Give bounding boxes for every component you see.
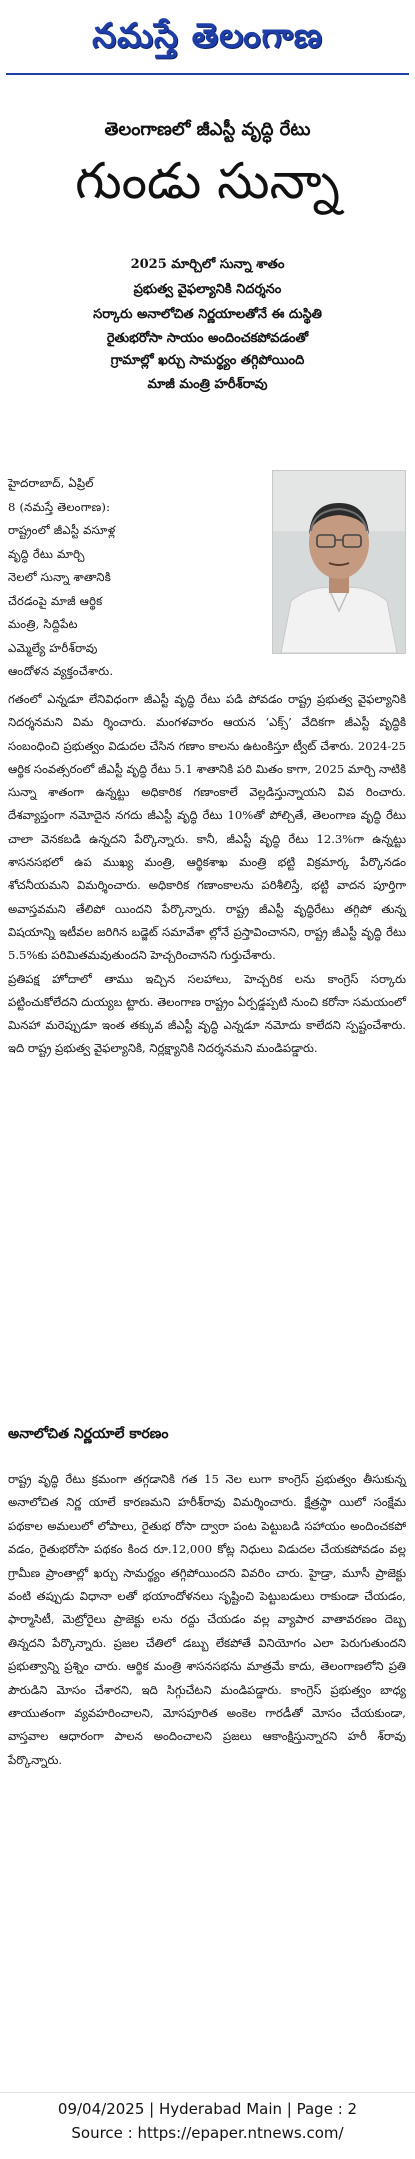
body-paragraph: రాష్ట్ర వృద్ధి రేటు క్రమంగా తగ్గడానికి గత 15 నెల లుగా కాంగ్రెస్‌ ప్రభుత్వం తీసుకున్న అనాలోచిత నిర్ణ యాలే కారణమని హరీశ్‌రావు విమర్శించారు. క్షేత్రస్థా యిలో సంక్షేమ పథకాల అమలులో లోపాలు, రైతుభ రోసా ద్వారా పంట పెట్టుబడి సహాయం అందించకపో వడం, రైతుభరోసా పథకం కింద రూ.12,000 కోట్ల నిధులు విడుదల చేయకపోవడం వల్ల గ్రామీణ ప్రాంతాల్లో ఖర్చు సామర్థ్యం తగ్గిపోయిందని వివరిం చారు. హైడ్రా, మూసీ ప్రాజెక్టు వంటి తప్పుడు విధానా లతో భయాందోళనలు సృష్టించి పెట్టుబడులు రాకుండా చేయడం, ఫార్మాసిటీ, మెట్రోరైలు ప్రాజెక్టు లను రద్దు చేయడం వల్ల వ్యాపార వాతావరణం దెబ్బ తిన్నదని పేర్కొన్నారు. ప్రజల చేతిలో డబ్బు లేకపోతే వినియోగం ఎలా పెరుగుతుందని ప్రభుత్వాన్ని ప్రశ్నిం చారు. ఆర్థిక మంత్రి శాసనసభను మాత్రమే కాదు, తెలంగాణలోని ప్రతి పౌరుడిని మోసం చేశారని, ఇది సిగ్గుచేటని మండిపడ్డారు. కాంగ్రెస్‌ ప్రభుత్వం బాధ్య తాయుతంగా వ్యవహరించాలని, మోసపూరిత అంకెల గారడీతో మోసం చేయకుండా, వాస్తవాల ఆధారంగా పాలన అందించాలని ప్రజలు ఆకాంక్షిస్తున్నారని హరీ శ్‌రావు పేర్కొన్నారు. (8, 1472, 406, 1767)
footer-edition-info: 09/04/2025 | Hyderabad Main | Page : 2 (57, 2100, 358, 2118)
dateline-line: 8 (నమస్తే తెలంగాణ): (8, 499, 111, 514)
dateline-line: మంత్రి, సిద్దిపేట (8, 617, 78, 631)
dateline-line: వృద్ధి రేటు మార్చి (8, 546, 85, 561)
dateline-line: ఆందోళన వ్యక్తంచేశారు. (8, 664, 114, 678)
body-paragraph: గతంలో ఎన్నడూ లేనివిధంగా జీఎస్టీ వృద్ధి రేటు పడి పోవడం రాష్ట్ర ప్రభుత్వ వైఫల్యానికి నిదర్శనమని విమ ర్శించారు. మంగళవారం ఆయన ‘ఎక్స్‌’ వేదికగా జీఎస్టీ వృద్ధికి సంబంధించి ప్రభుత్వం విడుదల చేసిన గణాం కాలను ఉటంకిస్తూ ట్వీట్‌ చేశారు. 2024-25 ఆర్థిక సంవత్సరంలో జీఎస్టీ వృద్ధి రేటు 5.1 శాతానికి పరి మితం కాగా, 2025 మార్చి నాటికి సున్నా శాతంగా ఉన్నట్టు అధికారిక గణాంకాలే వెల్లడిస్తున్నాయని వివ రించారు. దేశవ్యాప్తంగా నమోదైన నగదు జీఎస్టీ వృద్ధి రేటు 10%తో పోల్చితే, తెలంగాణ వృద్ధి రేటు చాలా వెనకబడి ఉన్నదని పేర్కొన్నారు. కానీ, జీఎస్టీ వృద్ధి రేటు 12.3%గా ఉన్నట్టు శాసనసభలో ఉప ముఖ్య మంత్రి, ఆర్థికశాఖ మంత్రి భట్టి విక్రమార్క పేర్కొనడం శోచనీయమని విమర్శించారు. అధికారిక గణాంకాలను పరిశీలిస్తే, భట్టి వాదన పూర్తిగా అవాస్తవమని తేలిపో యిందని పేర్కొన్నారు. రాష్ట్ర జీఎస్టీ వృద్ధిరేటు తగ్గిపో తున్న విషయాన్ని ఇటీవల జరిగిన బడ్జెట్‌ సమావేశా ల్లోనే ప్రస్తావించానని, రాష్ట్ర జీఎస్టీ వృద్ధి రేటు 5.5%కు పరిమితమవుతుందని హెచ్చరించానని గుర్తుచేశారు. (8, 692, 406, 963)
dateline-line: ఎమ్మెల్యే హరీశ్‌రావు (8, 640, 98, 655)
portrait-photo (272, 470, 406, 654)
portrait-illustration (273, 471, 405, 653)
masthead (6, 4, 409, 68)
deck-byline: మాజీ మంత్రి హరీశ్‌రావు (147, 377, 268, 392)
deck-line: 2025 మార్చిలో సున్నా శాతం (130, 257, 285, 272)
article-subhead: అనాలోచిత నిర్ణయాలే కారణం (8, 1426, 169, 1442)
deck-line: ప్రభుత్వ వైఫల్యానికి నిదర్శనం (133, 282, 282, 297)
dateline-line: చేరడంపై మాజీ ఆర్థిక (8, 593, 103, 608)
article-body (8, 688, 406, 1061)
dateline-line: రాష్ట్రంలో జీఎస్టీ వసూళ్ల (8, 523, 116, 537)
deck-line: రైతుభరోసా సాయం అందించకపోవడంతో (106, 331, 309, 346)
dateline-line: నెలలో సున్నా శాతానికి (8, 570, 112, 584)
article-kicker: తెలంగాణలో జీఎస్టీ వృద్ధి రేటు (104, 119, 311, 140)
deck-line: గ్రామాల్లో ఖర్చు సామర్థ్యం తగ్గిపోయింది (110, 353, 305, 368)
masthead-title: నమస్తే తెలంగాణ (92, 16, 323, 56)
dateline-column (8, 472, 250, 684)
masthead-rule (6, 73, 409, 75)
article-body-continued (8, 1468, 406, 1772)
article-headline: గుండు సున్నా (75, 152, 340, 210)
footer-source: Source : https://epaper.ntnews.com/ (71, 2124, 344, 2142)
body-paragraph: ప్రతిపక్ష హోదాలో తాము ఇచ్చిన సలహాలు, హెచ్చరిక లను కాంగ్రెస్‌ సర్కారు పట్టించుకోలేదని దుయ్యబ ట్టారు. తెలంగాణ రాష్ట్రం ఏర్పడ్డప్పటి నుంచి కరోనా సమయంలో మినహా మరెప్పుడూ ఇంత తక్కువ జీఎస్టీ వృద్ధి ఎన్నడూ నమోదు కాలేదని స్పష్టంచేశారు. ఇది రాష్ట్ర ప్రభుత్వ వైఫల్యానికి, నిర్లక్ష్యానికి నిదర్శనమని మండిపడ్డారు. (8, 971, 406, 1056)
footer-divider (0, 2092, 415, 2093)
dateline-line: హైదరాబాద్‌, ఏప్రిల్‌ (8, 476, 94, 490)
deck-line: సర్కారు అనాలోచిత నిర్ణయాలతోనే ఈ దుస్థితి (93, 307, 322, 322)
